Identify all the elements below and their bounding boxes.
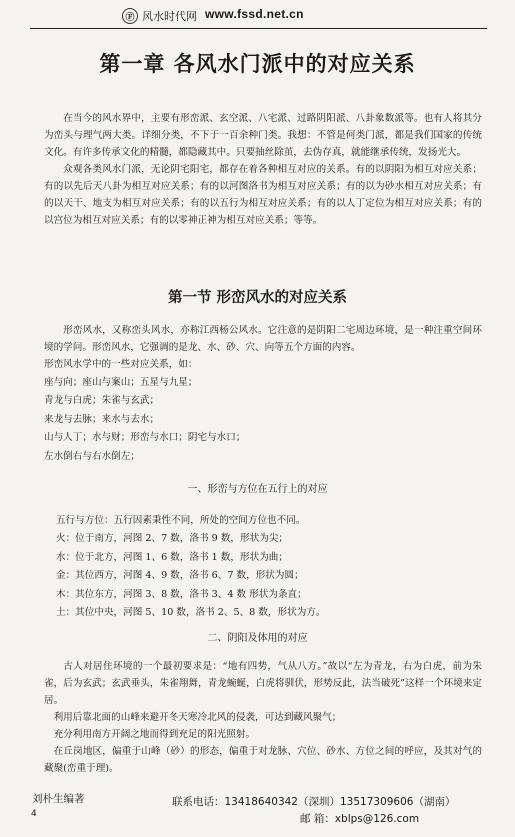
- intro-paragraph: 在当今的风水界中，主要有形峦派、玄空派、八宅派、过路阴阳派、八卦象数派等。也有人将其分为峦头与理气两大类。详细分类，不下于一百余种门类。我想：不管是何类门派，都是我们国家的传统文化。有许多传承文化的精髓，都隐藏其中。只要抽丝除茧，去伪存真，就能继承传统，发扬光大。: [44, 113, 482, 158]
- section-intro-paragraph: 形峦风水学中的一些对应关系，如：: [44, 359, 198, 370]
- header-rule: [30, 28, 487, 29]
- body-paragraph: 古人对居住环境的一个最初要求是：“地有四势，气从八方。”故以“左为青龙，右为白虎，前为朱雀，后为玄武；玄武垂头，朱雀翔舞，青龙蜿蜒，白虎将驯伏，形势反此，法当破死”这样一个环境来定居。: [44, 661, 482, 706]
- section-intro: [44, 322, 482, 373]
- list-item: 金：其位西方，河图 4、9 数，洛书 6、7 数，形状为圆；: [56, 570, 304, 582]
- list-item: 木：其位东方，河图 3、8 数，洛书 3、4 数 形状为条直；: [56, 588, 307, 600]
- site-url[interactable]: www.fssd.net.cn: [205, 7, 304, 21]
- body-paragraph: 利用后靠北面的山峰来避开冬天寒冷北风的侵袭，可达到藏风聚气；: [53, 712, 342, 723]
- site-name: 风水时代网: [142, 10, 197, 23]
- author-credit: 刘朴生编著: [32, 793, 85, 805]
- list-item: 五行与方位：五行因素秉性不同，所处的空间方位也不同。: [56, 515, 306, 526]
- list-item: 座与向；座山与案山；五星与九星；: [44, 377, 198, 388]
- chapter-title: 第一章 各风水门派中的对应关系: [99, 52, 416, 76]
- section-title: 第一节 形峦风水的对应关系: [167, 290, 348, 306]
- intro-text: [44, 110, 482, 229]
- section-intro-paragraph: 形峦风水，又称峦头风水，亦称江西杨公风水。它注意的是阴阳二宅周边环境，是一种注重空间环境的学问。形峦风水，它强调的是龙、水、砂、穴、向等五个方面的内容。: [44, 325, 482, 353]
- list-item: 土：其位中央，河图 5、10 数，洛书 2、5、8 数，形状为方。: [56, 607, 326, 619]
- contact-phone: 联系电话：13418640342（深圳）13517309606（湖南）: [172, 796, 456, 808]
- site-logo-icon: Ⓕ: [122, 8, 138, 24]
- page-header: [0, 0, 515, 38]
- list-item: 山与人丁；水与财；形峦与水口；阴宅与水口；: [44, 432, 246, 444]
- intro-paragraph: 众观各类风水门派，无论阴宅阳宅，都存在着各种相互对应的关系。有的以阴阳为相互对应关系；有的以先后天八卦为相互对应关系；有的以河图洛书为相互对应关系；有的以为砂水相互对应关系；有的以天干、地支为相互对应关系；有的以五行为相互对应关系；有的以人丁定位为相互对应关系；有的以宫位为相互对应关系；有的以零神正神为相互对应关系；等等。: [44, 164, 482, 226]
- relations-list: [44, 374, 484, 466]
- body-paragraph: 充分利用南方开阔之地而得到充足的阳光照射。: [53, 729, 256, 740]
- subsection-title: 一、形峦与方位在五行上的对应: [187, 484, 328, 495]
- list-item: 来龙与去脉；来水与去水；: [44, 413, 160, 425]
- list-item: 左水倒右与右水倒左；: [44, 450, 140, 462]
- contact-email: 邮 箱：xblps@126.com: [300, 813, 420, 825]
- five-elements-list: [56, 512, 496, 622]
- list-item: 水：位于北方，河图 1、6 数，洛书 1 数，形状为曲；: [56, 551, 288, 563]
- page-number: 4: [31, 809, 37, 819]
- body-paragraph: 在丘岗地区，偏重于山峰（砂）的形态，偏重于对龙脉、穴位、砂水、方位之间的呼应，及其对气的藏聚(峦重于理)。: [44, 746, 482, 774]
- subsection-title: 二、阴阳及体用的对应: [207, 633, 308, 644]
- list-item: 火：位于南方，河图 2、7 数，洛书 9 数，形状为尖；: [56, 533, 288, 545]
- sub2-text: [44, 658, 482, 777]
- list-item: 青龙与白虎；朱雀与玄武；: [44, 395, 160, 407]
